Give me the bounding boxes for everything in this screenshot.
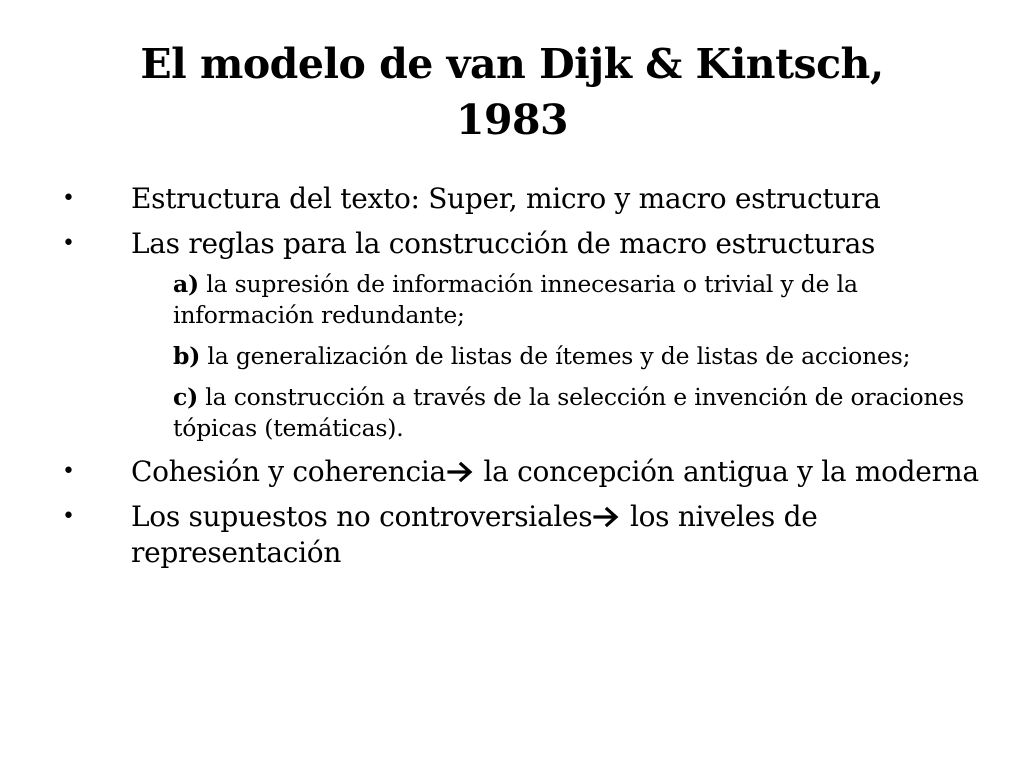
sub-item-c (0, 382, 1024, 444)
bullet-text-before-arrow: Los supuestos no controversiales (131, 500, 593, 533)
bullet-item-macro-rules (0, 226, 1024, 262)
sub-item-marker: a) (173, 270, 199, 298)
slide-title-line-2: 1983 (455, 96, 569, 144)
sub-item-text: la generalización de listas de ítemes y de listas de acciones; (200, 342, 911, 370)
bullet-item-cohesion (0, 454, 1024, 490)
slide-title (40, 36, 984, 148)
bullet-text-after-arrow: la concepción antigua y la moderna (474, 455, 979, 488)
bullet-text-after-arrow: los niveles de representación (131, 500, 818, 569)
sub-item-text: la construcción a través de la selección e invención de oraciones tópicas (temáticas). (173, 383, 965, 442)
sub-list (0, 269, 1024, 444)
sub-item-a (0, 269, 1024, 331)
right-arrow-icon (593, 506, 621, 528)
sub-item-text: la supresión de información innecesaria o trivial y de la información redundante; (173, 270, 858, 329)
bullet-item-text-structure (0, 181, 1024, 217)
bullet-dot: • (62, 459, 75, 484)
bullet-dot: • (62, 186, 75, 211)
bullet-text: Las reglas para la construcción de macro estructuras (131, 227, 876, 260)
sub-item-marker: c) (173, 383, 199, 411)
sub-item-marker: b) (173, 342, 201, 370)
bullet-text-before-arrow: Cohesión y coherencia (131, 455, 446, 488)
bullet-dot: • (62, 504, 75, 529)
bullet-item-assumptions (0, 499, 1024, 571)
slide-title-line-1: El modelo de van Dijk & Kintsch, (140, 40, 884, 88)
bullet-text: Estructura del texto: Super, micro y macro estructura (131, 182, 881, 215)
slide-content (0, 181, 1024, 580)
sub-item-b (0, 341, 1024, 372)
bullet-dot: • (62, 231, 75, 256)
right-arrow-icon (447, 461, 475, 483)
